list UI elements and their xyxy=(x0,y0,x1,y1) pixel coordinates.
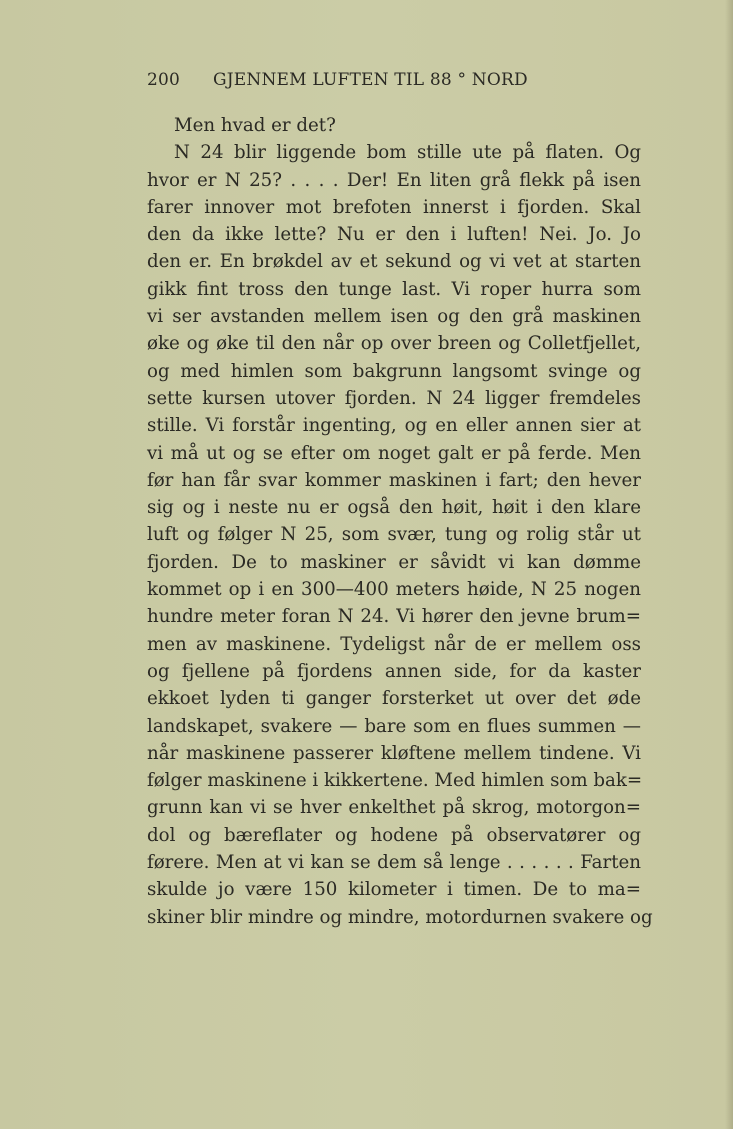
text-line: og fjellene på fjordens annen side, for da kaster xyxy=(147,660,641,682)
text-line: følger maskinene i kikkertene. Med himlen som bak= xyxy=(147,770,643,792)
text-line: stille. Vi forstår ingenting, og en eller annen sier at xyxy=(147,415,641,437)
text-line: N 24 blir liggende bom stille ute på flaten. Og xyxy=(174,142,641,164)
text-line: luft og følger N 25, som svær, tung og rolig står ut xyxy=(147,524,641,546)
running-title: GJENNEM LUFTEN TIL 88 ° NORD xyxy=(213,70,528,90)
text-line: vi ser avstanden mellem isen og den grå maskinen xyxy=(147,306,641,328)
text-line: hundre meter foran N 24. Vi hører den jevne brum= xyxy=(147,606,641,628)
text-line: landskapet, svakere — bare som en flues summen — xyxy=(147,715,641,737)
text-line: skiner blir mindre og mindre, motordurnen svakere og xyxy=(147,906,653,928)
text-line: dol og bæreflater og hodene på observatører og xyxy=(147,824,641,846)
text-line: sig og i neste nu er også den høit, høit i den klare xyxy=(147,497,641,519)
text-line: før han får svar kommer maskinen i fart; den hever xyxy=(147,469,641,491)
text-line: og med himlen som bakgrunn langsomt svinge og xyxy=(147,360,641,382)
text-line: gikk fint tross den tunge last. Vi roper hurra som xyxy=(147,278,641,300)
text-line: men av maskinene. Tydeligst når de er mellem oss xyxy=(147,633,641,655)
text-line: øke og øke til den når op over breen og Colletfjellet, xyxy=(147,333,641,355)
text-line: den da ikke lette? Nu er den i luften! Nei. Jo. Jo xyxy=(147,224,641,246)
text-line: skulde jo være 150 kilometer i timen. De to ma= xyxy=(147,879,641,901)
body-text xyxy=(147,112,653,931)
text-line: vi må ut og se efter om noget galt er på ferde. Men xyxy=(147,442,641,464)
text-line: grunn kan vi se hver enkelthet på skrog, motorgon= xyxy=(147,797,641,819)
text-line: kommet op i en 300—400 meters høide, N 25 nogen xyxy=(147,579,641,601)
text-line: farer innover mot brefoten innerst i fjorden. Skal xyxy=(147,196,641,218)
page-header xyxy=(147,70,647,96)
text-line: Men hvad er det? xyxy=(174,115,336,136)
page-number: 200 xyxy=(147,70,181,90)
text-line: hvor er N 25? . . . . Der! En liten grå flekk på isen xyxy=(147,169,641,191)
text-line: sette kursen utover fjorden. N 24 ligger fremdeles xyxy=(147,387,641,409)
text-line: fjorden. De to maskiner er såvidt vi kan dømme xyxy=(147,551,641,573)
text-line: ekkoet lyden ti ganger forsterket ut over det øde xyxy=(147,688,641,710)
page-edge-shadow xyxy=(725,0,733,1129)
text-line: førere. Men at vi kan se dem så lenge . . . . . . Farten xyxy=(147,852,641,874)
text-line: når maskinene passerer kløftene mellem tindene. Vi xyxy=(147,742,641,764)
text-line: den er. En brøkdel av et sekund og vi vet at starten xyxy=(147,251,641,273)
